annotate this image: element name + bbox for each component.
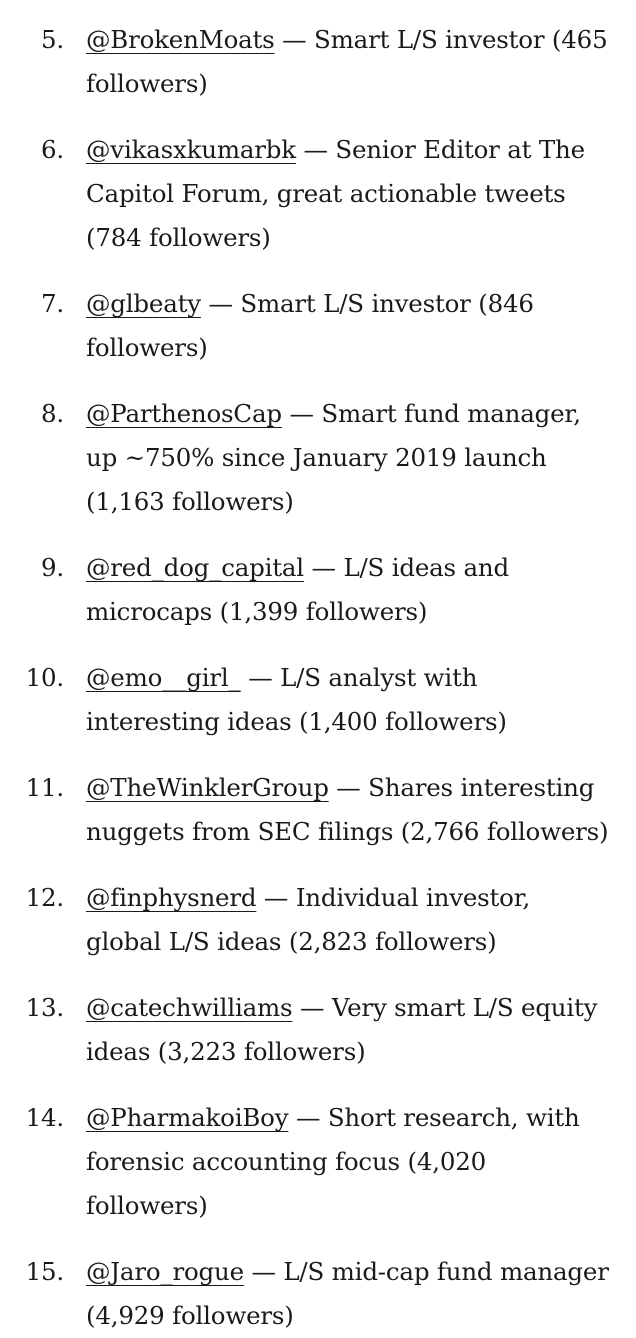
twitter-handle-link[interactable]: @vikasxkumarbk <box>86 135 296 164</box>
item-description: L/S analyst with interesting ideas (1,400 followers) <box>86 663 507 736</box>
separator: — <box>303 553 344 582</box>
list-item <box>0 392 636 524</box>
separator: — <box>256 883 296 912</box>
separator: — <box>295 135 336 164</box>
twitter-handle-link[interactable]: @PharmakoiBoy <box>86 1103 289 1132</box>
item-description: Individual investor, global L/S ideas (2,823 followers) <box>86 883 531 956</box>
item-description: L/S ideas and microcaps (1,399 followers) <box>86 553 509 626</box>
list-item <box>0 546 636 634</box>
item-number: 9. <box>41 553 64 582</box>
list-item <box>0 282 636 370</box>
item-number: 7. <box>41 289 64 318</box>
item-description: Short research, with forensic accounting focus (4,020 followers) <box>86 1103 580 1220</box>
separator: — <box>200 289 241 318</box>
separator: — <box>281 399 322 428</box>
list-item <box>0 986 636 1074</box>
list-item <box>0 1096 636 1228</box>
twitter-handle-link[interactable]: @red_dog_capital <box>86 553 304 582</box>
twitter-handle-link[interactable]: @Jaro_rogue <box>86 1257 244 1286</box>
separator: — <box>292 993 332 1022</box>
list-item <box>0 876 636 964</box>
twitter-handle-link[interactable]: @catechwilliams <box>86 993 293 1022</box>
item-number: 14. <box>25 1103 64 1132</box>
separator: — <box>328 773 369 802</box>
list-item <box>0 1250 636 1338</box>
item-description: Shares interesting nuggets from SEC filings (2,766 followers) <box>86 773 609 846</box>
separator: — <box>243 1257 284 1286</box>
item-description: Very smart L/S equity ideas (3,223 followers) <box>86 993 598 1066</box>
item-number: 6. <box>41 135 64 164</box>
item-description: Smart L/S investor (465 followers) <box>86 25 608 98</box>
twitter-handle-link[interactable]: @glbeaty <box>86 289 201 318</box>
item-number: 10. <box>25 663 64 692</box>
list-item <box>0 128 636 260</box>
item-description: Senior Editor at The Capitol Forum, great actionable tweets (784 followers) <box>86 135 585 252</box>
separator: — <box>288 1103 328 1132</box>
list-item <box>0 18 636 106</box>
twitter-handle-link[interactable]: @ParthenosCap <box>86 399 282 428</box>
separator: — <box>240 663 281 692</box>
item-description: L/S mid-cap fund manager (4,929 followers) <box>86 1257 609 1330</box>
twitter-handle-link[interactable]: @emo__girl_ <box>86 663 241 692</box>
item-number: 8. <box>41 399 64 428</box>
list-item <box>0 656 636 744</box>
twitter-handle-link[interactable]: @TheWinklerGroup <box>86 773 329 802</box>
item-description: Smart L/S investor (846 followers) <box>86 289 534 362</box>
item-number: 15. <box>25 1257 64 1286</box>
list-item <box>0 766 636 854</box>
item-number: 12. <box>25 883 64 912</box>
twitter-handle-link[interactable]: @finphysnerd <box>86 883 257 912</box>
separator: — <box>274 25 315 54</box>
item-number: 5. <box>41 25 64 54</box>
item-description: Smart fund manager, up ~750% since January 2019 launch (1,163 followers) <box>86 399 581 516</box>
item-number: 13. <box>25 993 64 1022</box>
twitter-handle-link[interactable]: @BrokenMoats <box>86 25 275 54</box>
item-number: 11. <box>25 773 64 802</box>
